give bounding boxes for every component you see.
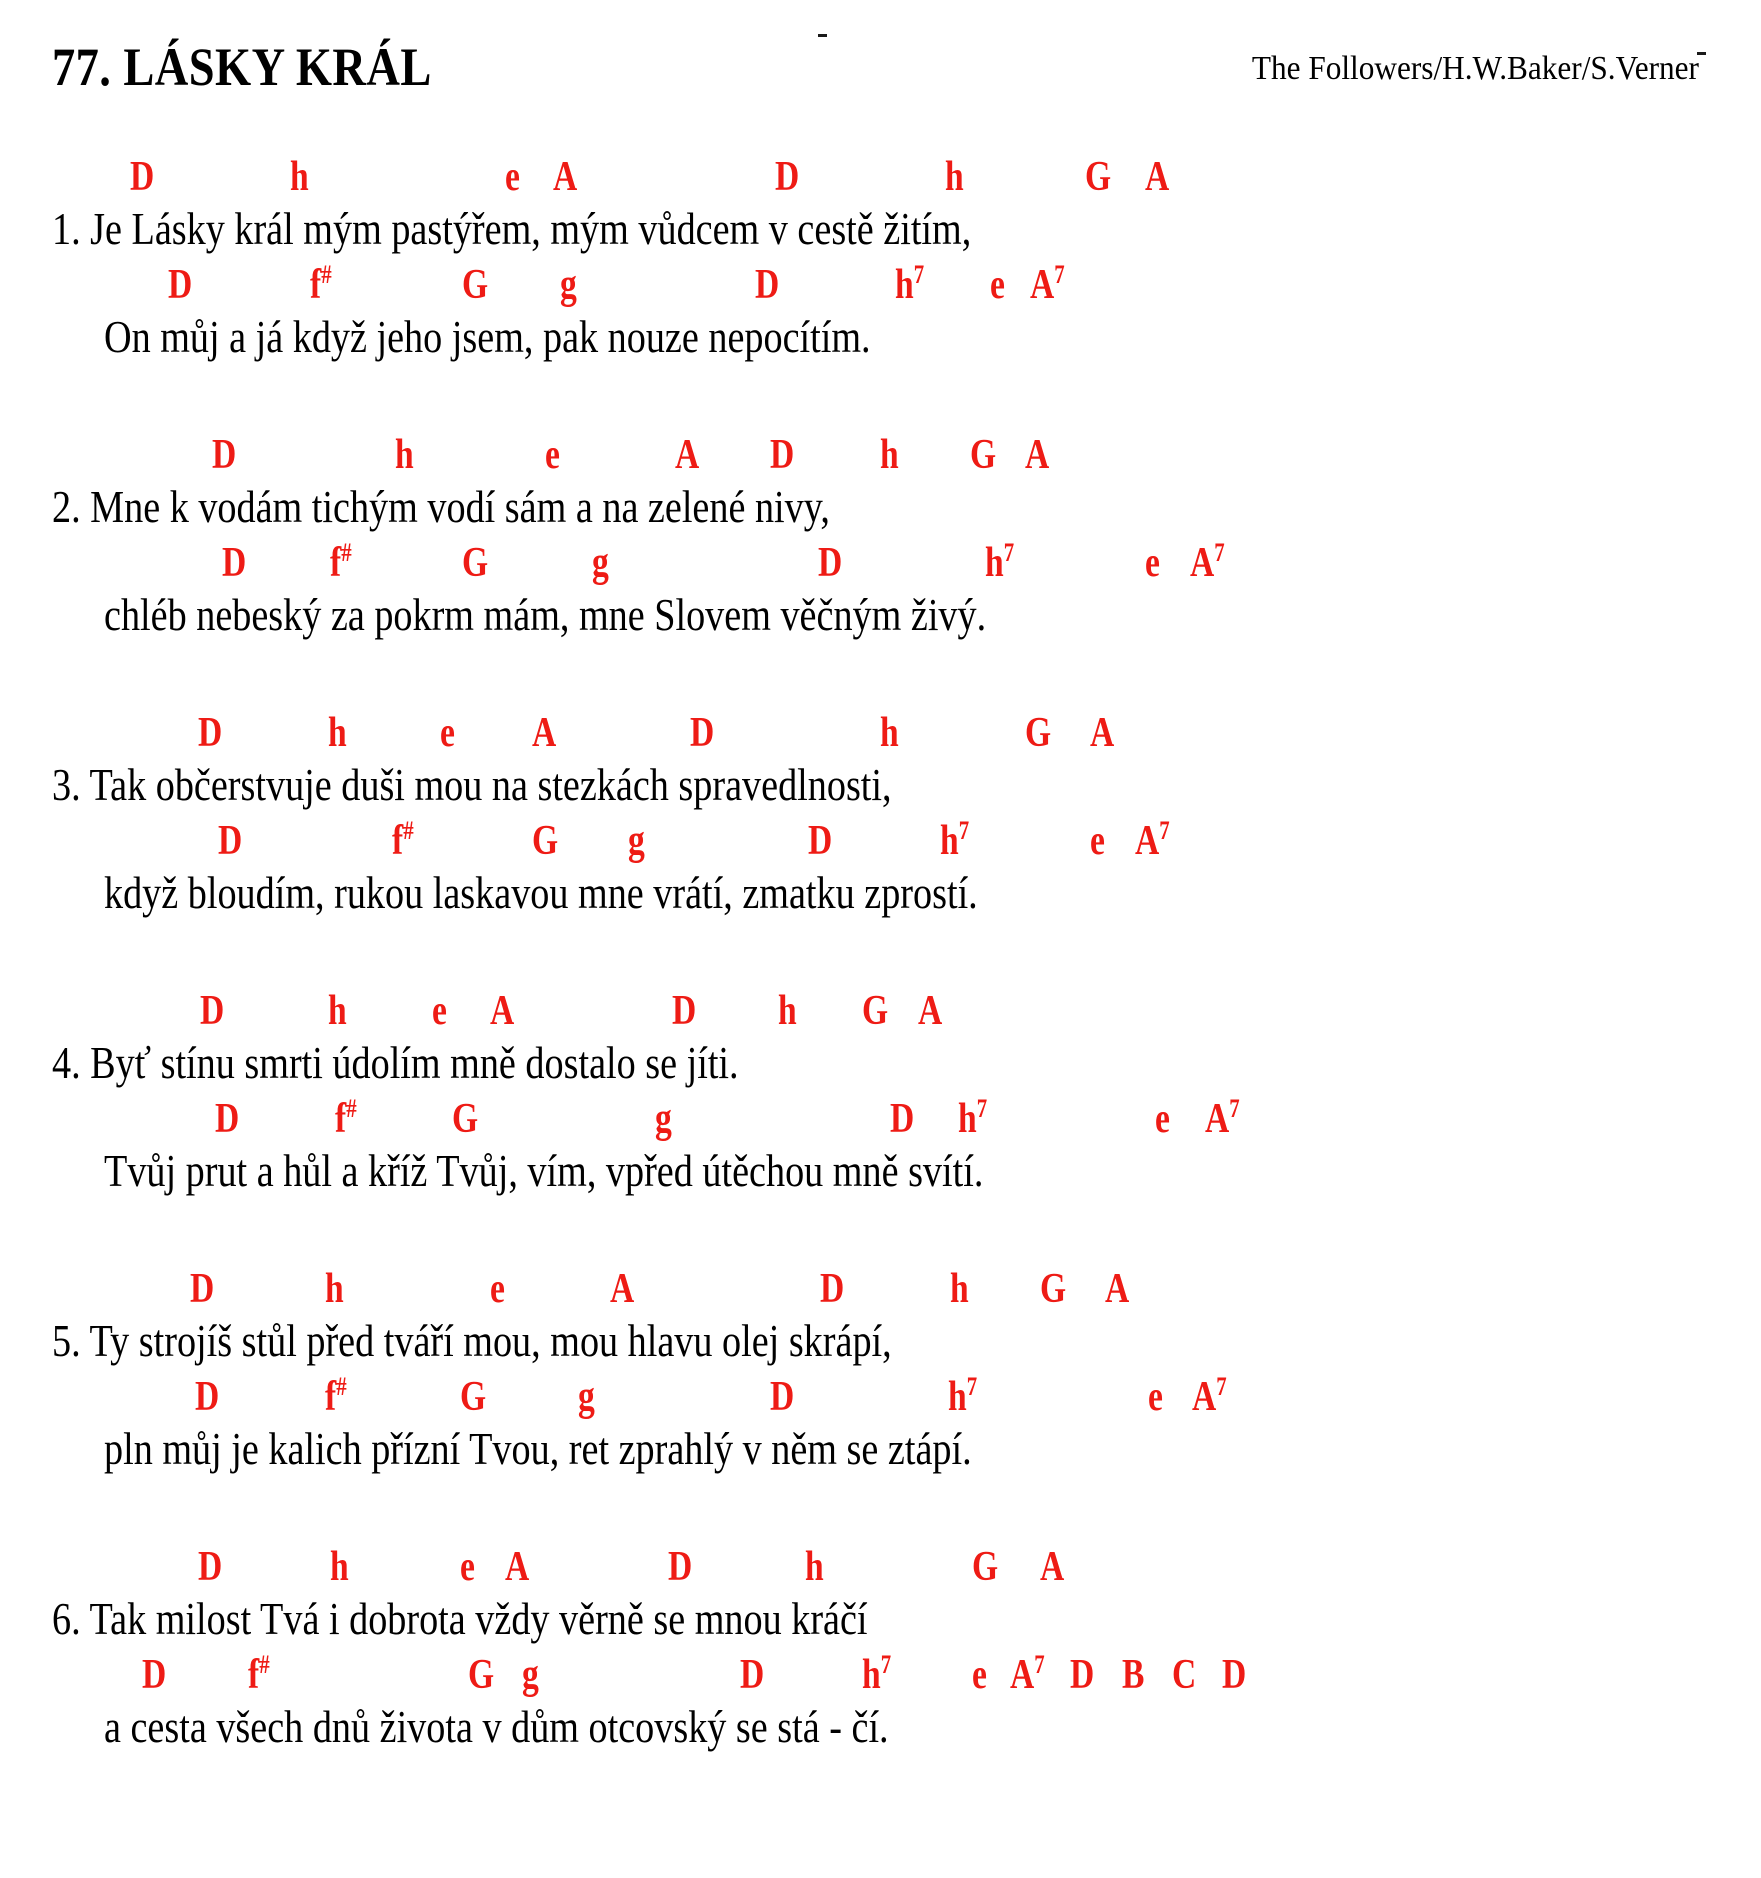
chord-modifier: # xyxy=(321,260,332,289)
chord-D: D xyxy=(198,1544,223,1590)
chord-line xyxy=(0,1366,1761,1418)
chord-A7: $A^7$ xyxy=(1030,260,1065,308)
credit-line: The Followers/H.W.Baker/S.Verner xyxy=(1251,50,1699,87)
lyric-text: když bloudím, rukou laskavou mne vrátí, zmatku zprostí. xyxy=(104,867,978,919)
chord-G: G xyxy=(1085,154,1112,200)
chord-h7: $h^7$ xyxy=(862,1650,892,1698)
chord-h: h xyxy=(290,154,309,200)
chord-h: h xyxy=(805,1544,824,1590)
lyric-line xyxy=(0,1696,1761,1752)
lyric-text: On můj a já když jeho jsem, pak nouze nepocítím. xyxy=(104,311,871,363)
chord-D: D xyxy=(820,1266,845,1312)
chord-A: A xyxy=(553,154,578,200)
chord-D: D xyxy=(215,1096,240,1142)
verse-gap xyxy=(0,918,1761,980)
chord-modifier: # xyxy=(341,538,352,567)
chord-modifier: 7 xyxy=(976,1094,988,1123)
verse-6 xyxy=(0,1536,1761,1752)
chord-D: D xyxy=(1222,1652,1247,1698)
chord-G: G xyxy=(460,1374,487,1420)
chord-D: D xyxy=(890,1096,915,1142)
chord-h: h xyxy=(880,710,899,756)
chord-e: e xyxy=(460,1544,475,1590)
chord-fsharp: f# xyxy=(335,1094,357,1142)
chord-e: e xyxy=(545,432,560,478)
chord-line xyxy=(0,1644,1761,1696)
scan-artifact-tick-left xyxy=(818,34,827,37)
chord-fsharp: f# xyxy=(325,1372,347,1420)
chord-g: g xyxy=(628,818,645,864)
chord-A7: $A^7$ xyxy=(1205,1094,1240,1142)
verse-gap xyxy=(0,1196,1761,1258)
chord-A: A xyxy=(610,1266,635,1312)
chord-A7: $A^7$ xyxy=(1190,538,1225,586)
page-header xyxy=(0,0,1761,120)
chord-A: A xyxy=(1090,710,1115,756)
chord-C: C xyxy=(1172,1652,1197,1698)
lyric-line xyxy=(0,1032,1761,1088)
chord-G: G xyxy=(862,988,889,1034)
chord-h: h xyxy=(880,432,899,478)
lyric-line xyxy=(0,306,1761,362)
chord-line xyxy=(0,1258,1761,1310)
verse-gap xyxy=(0,640,1761,702)
chord-G: G xyxy=(1025,710,1052,756)
chord-line xyxy=(0,810,1761,862)
verse-list xyxy=(0,120,1761,1752)
chord-e: e xyxy=(432,988,447,1034)
chord-fsharp: f# xyxy=(330,538,352,586)
chord-G: G xyxy=(452,1096,479,1142)
chord-A: A xyxy=(1145,154,1170,200)
header-gap xyxy=(0,120,1761,146)
chord-D: D xyxy=(218,818,243,864)
chord-D: D xyxy=(190,1266,215,1312)
chord-e: e xyxy=(1090,818,1105,864)
lyric-text: 3. Tak občerstvuje duši mou na stezkách spravedlnosti, xyxy=(52,759,892,811)
chord-A: A xyxy=(490,988,515,1034)
lyric-line xyxy=(0,198,1761,254)
chord-e: e xyxy=(990,262,1005,308)
chord-G: G xyxy=(462,540,489,586)
chord-A: A xyxy=(1025,432,1050,478)
chord-A: A xyxy=(1040,1544,1065,1590)
chord-D: D xyxy=(818,540,843,586)
chord-h: h xyxy=(778,988,797,1034)
chord-B: B xyxy=(1122,1652,1145,1698)
chord-G: G xyxy=(970,432,997,478)
lyric-line xyxy=(0,1418,1761,1474)
lyric-text: 5. Ty strojíš stůl před tváří mou, mou hlavu olej skrápí, xyxy=(52,1315,892,1367)
chord-h: h xyxy=(328,988,347,1034)
chord-line xyxy=(0,702,1761,754)
chord-h7: $h^7$ xyxy=(940,816,970,864)
chord-h: h xyxy=(395,432,414,478)
lyric-text: pln můj je kalich přízní Tvou, ret zprahlý v něm se ztápí. xyxy=(104,1423,972,1475)
chord-modifier: 7 xyxy=(1229,1094,1240,1123)
chord-D: D xyxy=(212,432,237,478)
verse-4 xyxy=(0,980,1761,1196)
chord-D: D xyxy=(1070,1652,1095,1698)
chord-D: D xyxy=(672,988,697,1034)
verse-5 xyxy=(0,1258,1761,1474)
lyric-line xyxy=(0,1140,1761,1196)
lyric-text: 6. Tak milost Tvá i dobrota vždy věrně se mnou kráčí xyxy=(52,1593,868,1645)
lyric-line xyxy=(0,584,1761,640)
chord-modifier: # xyxy=(346,1094,357,1123)
chord-D: D xyxy=(222,540,247,586)
verse-1 xyxy=(0,146,1761,362)
chord-line xyxy=(0,146,1761,198)
chord-g: g xyxy=(655,1096,672,1142)
chord-G: G xyxy=(972,1544,999,1590)
chord-D: D xyxy=(142,1652,167,1698)
chord-line xyxy=(0,980,1761,1032)
chord-h: h xyxy=(325,1266,344,1312)
chord-D: D xyxy=(775,154,800,200)
lyric-text: chléb nebeský za pokrm mám, mne Slovem věčným živý. xyxy=(104,589,987,641)
chord-modifier: # xyxy=(403,816,414,845)
chord-fsharp: f# xyxy=(248,1650,270,1698)
chord-A: A xyxy=(505,1544,530,1590)
chord-G: G xyxy=(1040,1266,1067,1312)
chord-modifier: 7 xyxy=(913,260,925,289)
chord-h: h xyxy=(330,1544,349,1590)
lyric-text: 2. Mne k vodám tichým vodí sám a na zelené nivy, xyxy=(52,481,830,533)
chord-line xyxy=(0,532,1761,584)
chord-A7: $A^7$ xyxy=(1192,1372,1227,1420)
chord-A7: $A^7$ xyxy=(1135,816,1170,864)
chord-G: G xyxy=(462,262,489,308)
chord-modifier: 7 xyxy=(1216,1372,1227,1401)
lyric-text: Tvůj prut a hůl a kříž Tvůj, vím, vpřed útěchou mně svítí. xyxy=(104,1145,984,1197)
chord-g: g xyxy=(560,262,577,308)
chord-e: e xyxy=(1148,1374,1163,1420)
chord-fsharp: f# xyxy=(310,260,332,308)
chord-A: A xyxy=(675,432,700,478)
lyric-line xyxy=(0,1588,1761,1644)
chord-A7: $A^7$ xyxy=(1010,1650,1045,1698)
chord-D: D xyxy=(770,432,795,478)
chord-e: e xyxy=(1145,540,1160,586)
chord-h: h xyxy=(328,710,347,756)
chord-g: g xyxy=(578,1374,595,1420)
chord-modifier: 7 xyxy=(1003,538,1015,567)
chord-D: D xyxy=(198,710,223,756)
page-title: 77. LÁSKY KRÁL xyxy=(52,37,432,97)
chord-h7: $h^7$ xyxy=(895,260,925,308)
chord-G: G xyxy=(468,1652,495,1698)
chord-h: h xyxy=(950,1266,969,1312)
chord-modifier: 7 xyxy=(1214,538,1225,567)
verse-gap xyxy=(0,1474,1761,1536)
lyric-line xyxy=(0,862,1761,918)
chord-D: D xyxy=(168,262,193,308)
chord-modifier: 7 xyxy=(958,816,970,845)
chord-D: D xyxy=(770,1374,795,1420)
chord-line xyxy=(0,424,1761,476)
chord-D: D xyxy=(195,1374,220,1420)
chord-e: e xyxy=(1155,1096,1170,1142)
chord-modifier: # xyxy=(259,1650,270,1679)
chord-fsharp: f# xyxy=(392,816,414,864)
chord-e: e xyxy=(972,1652,987,1698)
chord-g: g xyxy=(522,1652,539,1698)
chord-e: e xyxy=(440,710,455,756)
chord-G: G xyxy=(532,818,559,864)
verse-3 xyxy=(0,702,1761,918)
lyric-text: 1. Je Lásky král mým pastýřem, mým vůdcem v cestě žitím, xyxy=(52,203,972,255)
chord-e: e xyxy=(505,154,520,200)
chord-A: A xyxy=(918,988,943,1034)
chord-modifier: 7 xyxy=(966,1372,978,1401)
chord-D: D xyxy=(200,988,225,1034)
chord-modifier: 7 xyxy=(1159,816,1170,845)
chord-A: A xyxy=(1105,1266,1130,1312)
lyric-text: a cesta všech dnů života v dům otcovský se stá - čí. xyxy=(104,1701,889,1753)
chord-D: D xyxy=(755,262,780,308)
chord-D: D xyxy=(740,1652,765,1698)
chord-h7: $h^7$ xyxy=(985,538,1015,586)
chord-modifier: # xyxy=(336,1372,347,1401)
chord-h7: $h^7$ xyxy=(958,1094,988,1142)
chord-e: e xyxy=(490,1266,505,1312)
lyric-line xyxy=(0,754,1761,810)
chord-line xyxy=(0,1088,1761,1140)
chord-A: A xyxy=(532,710,557,756)
lyric-line xyxy=(0,1310,1761,1366)
chord-g: g xyxy=(592,540,609,586)
chord-h7: $h^7$ xyxy=(948,1372,978,1420)
chord-D: D xyxy=(668,1544,693,1590)
chord-modifier: 7 xyxy=(1034,1650,1045,1679)
chord-D: D xyxy=(808,818,833,864)
chord-line xyxy=(0,254,1761,306)
chord-modifier: 7 xyxy=(880,1650,892,1679)
chord-modifier: 7 xyxy=(1054,260,1065,289)
chord-D: D xyxy=(690,710,715,756)
lyric-line xyxy=(0,476,1761,532)
lyric-text: 4. Byť stínu smrti údolím mně dostalo se jíti. xyxy=(52,1037,739,1089)
chord-h: h xyxy=(945,154,964,200)
verse-gap xyxy=(0,362,1761,424)
chord-line xyxy=(0,1536,1761,1588)
chord-D: D xyxy=(130,154,155,200)
verse-2 xyxy=(0,424,1761,640)
